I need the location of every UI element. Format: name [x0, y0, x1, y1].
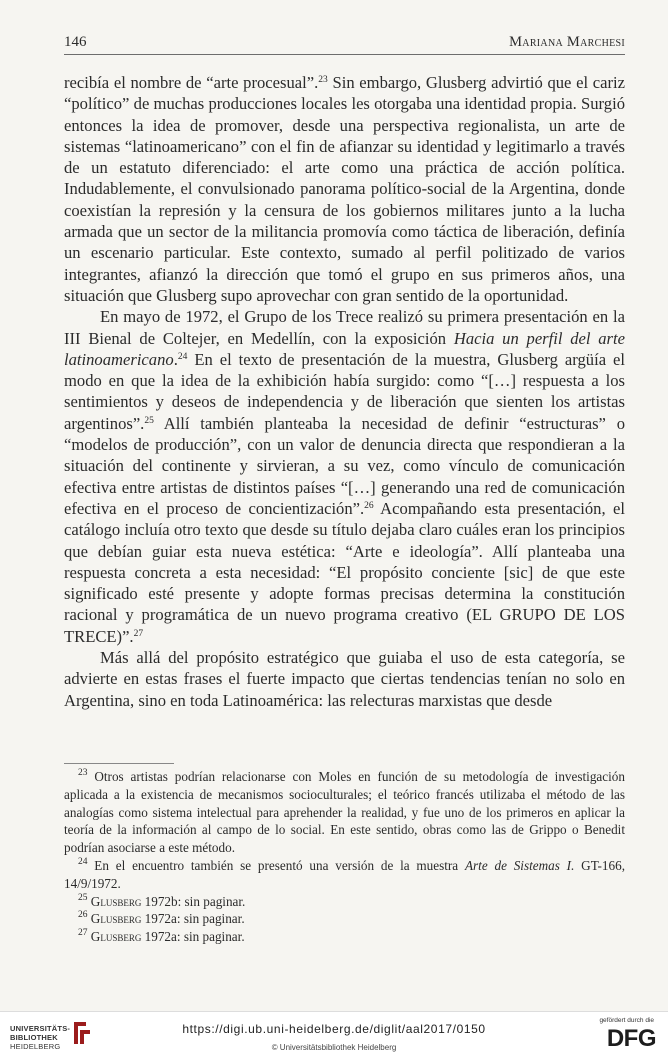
footnote-number: 23 — [78, 768, 88, 778]
paragraph-3: Más allá del propósito estratégico que guiaba el uso de esta categoría, se advierte en estas frases el fuerte impacto que ciertas tendencias tenían no solo en Argentina, sino en toda Latinoamérica: las relecturas marxistas que desde — [64, 648, 625, 710]
text-run: recibía el nombre de “arte procesual”. — [64, 73, 319, 92]
footnote-text: 1972a: sin paginar. — [141, 929, 245, 945]
footnote-text: Otros artistas podrían relacionarse con Moles en función de su metodología de investigación aplicada a la existencia de mecanismos socioculturales; el teórico francés utilizaba el método de las analogías como sistema intelectual para aprehender la realidad, y fue uno de los primeros en aplicar la teoría de la información al campo de lo social. En este sentido, obras como las de Grippo o Benedit podrían asociarse a este método. — [64, 769, 625, 856]
text-run: En el texto de presentación de la muestra, Glusberg argüía el modo en que la idea de la exhibición había surgido: como “[…] respuesta a los sentimientos y deseos de independencia y de liberación que sienten los artistas argentinos”. — [64, 349, 625, 433]
footnote-ref-26: 26 — [364, 500, 374, 511]
library-name: UNIVERSITÄTS- — [10, 1024, 71, 1033]
footnote-author: Glusberg — [90, 893, 142, 909]
footnote-number: 25 — [78, 892, 88, 903]
page-header — [64, 30, 625, 55]
running-head: Mariana Marchesi — [509, 34, 625, 50]
text-run: En mayo de 1972, el Grupo de los Trece realizó su primera presentación en la III Bienal de Coltejer, en Medellín, con la exposición — [64, 307, 625, 348]
dfg-logo: DFG — [606, 1025, 656, 1052]
footnote-text: GT-166, 14/9/1972. — [64, 857, 626, 891]
paragraph-1 — [64, 72, 625, 306]
footnote-ref-25: 25 — [144, 415, 154, 426]
footnote-author: Glusberg — [90, 911, 142, 927]
text-run: . — [173, 349, 178, 369]
main-text — [64, 72, 625, 711]
footnote-author: Glusberg — [90, 929, 142, 945]
paragraph-2 — [64, 306, 625, 647]
footnote-ref-23: 23 — [318, 75, 328, 85]
footnote-26 — [64, 910, 625, 928]
footnote-title: Arte de Sistemas I. — [464, 857, 575, 873]
footnotes — [64, 768, 625, 946]
footnote-number: 24 — [78, 856, 88, 867]
footnote-divider — [64, 763, 174, 764]
digitization-footer — [0, 1011, 668, 1060]
footnote-25 — [64, 893, 625, 911]
library-city: HEIDELBERG — [10, 1042, 61, 1051]
text-run: Acompañando esta presentación, el catálogo incluía otro texto que desde su título dejaba claro cuáles eran los principios que debían guiar esta nueva estética: “Arte e ideología”. Allí planteaba una respuesta concreta a esta necesidad: “El propósito conciente [sic] de que este significado esté presente y adopte formas precisas determina la constitución racional y programática de un nuevo programa creativo (EL GRUPO DE LOS TRECE)”. — [64, 498, 625, 646]
footnote-text: 1972b: sin paginar. — [141, 893, 246, 909]
footnote-number: 27 — [78, 928, 88, 939]
page-number: 146 — [64, 34, 87, 50]
footnote-ref-27: 27 — [133, 628, 144, 639]
footnote-27 — [64, 928, 625, 946]
footnote-text: 1972a: sin paginar. — [141, 911, 245, 927]
text-run: Allí también planteaba la necesidad de definir “estructuras” o “modelos de producción”, con un valor de denuncia directa que respondieran a la situación del continente y sirvieran, a su vez, como vínculo de comunicación efectiva entre artistas de distintos países “[…] generando una red de comunicación efectiva en el proceso de concientización”. — [64, 413, 625, 518]
footnote-ref-24: 24 — [177, 351, 188, 362]
footnote-text: En el encuentro también se presentó una versión de la muestra — [87, 857, 465, 873]
text-run: Sin embargo, Glusberg advirtió que el cariz “político” de muchas producciones locales les otorgaba una identidad propia. Surgió entonces la idea de promover, desde una perspectiva regionalista, un arte de sistemas “latinoamericano” con el fin de afianzar su identidad y legitimarlo a través de un estatuto diferenciado: el arte como una práctica de acción política. Indudablemente, el convulsionado panorama político-social de la Argentina, donde coexistían la represión y la censura de los gobiernos militares junto a la lucha armada que un sector de la militancia promovía como táctica de liberación, definía un escenario particular. Este contexto, sumado al perfil politizado de varios integrantes, afianzó la dirección que tomó el grupo en sus primeros años, una situación que Glusberg supo aprovechar con gran sentido de la oportunidad. — [64, 73, 625, 305]
permalink[interactable]: https://digi.ub.uni-heidelberg.de/diglit/aal2017/0150 — [182, 1022, 486, 1036]
footnote-24 — [64, 857, 625, 893]
library-name: BIBLIOTHEK — [10, 1033, 58, 1042]
footnote-number: 26 — [78, 910, 88, 921]
copyright: © Universitätsbibliothek Heidelberg — [271, 1043, 397, 1052]
funding-note: gefördert durch die — [599, 1017, 654, 1024]
footnote-23 — [64, 768, 625, 857]
exhibition-title: Hacia un perfil del arte latinoamericano — [64, 328, 625, 369]
